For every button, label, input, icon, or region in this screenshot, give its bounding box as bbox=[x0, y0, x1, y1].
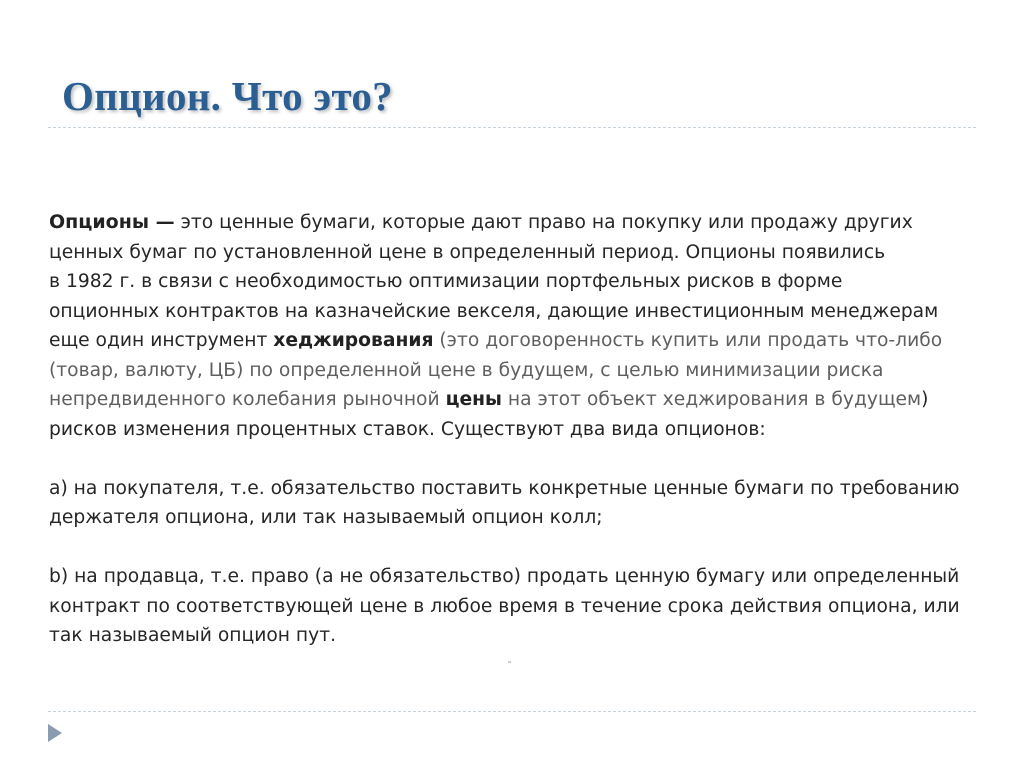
definition-line-2: ценных бумаг по установленной цене в определенный период. Опционы появились bbox=[49, 241, 886, 263]
item-b-line-2: контракт по соответствующей цене в любое время в течение срока действия опциона, или bbox=[49, 595, 960, 617]
triangle-right-icon bbox=[48, 724, 62, 742]
definition-line-3: в 1982 г. в связи с необходимостью оптимизации портфельных рисков в форме bbox=[49, 271, 843, 292]
definition-line-7: непредвиденного колебания рыночной цены на этот объект хеджирования в будущем) bbox=[49, 389, 929, 410]
item-a-line-2: держателя опциона, или так называемый опцион колл; bbox=[49, 507, 603, 528]
definition-line-8: рисков изменения процентных ставок. Существуют два вида опционов: bbox=[49, 418, 766, 440]
slide-title: Опцион. Что это? bbox=[62, 73, 393, 119]
spacer bbox=[49, 444, 989, 474]
top-divider bbox=[48, 127, 976, 128]
stray-mark: ˜ bbox=[507, 661, 512, 672]
bottom-divider bbox=[48, 711, 976, 712]
definition-line-5: еще один инструмент хеджирования (это договоренность купить или продать что-либо bbox=[49, 330, 943, 351]
slide-body bbox=[49, 208, 989, 651]
term-options: Опционы — bbox=[49, 211, 175, 233]
term-price: цены bbox=[445, 389, 502, 410]
spacer bbox=[49, 533, 989, 563]
definition-line-4: опционных контрактов на казначейские векселя, дающие инвестиционным менеджерам bbox=[49, 300, 939, 322]
item-a-line-1: а) на покупателя, т.е. обязательство поставить конкретные ценные бумаги по требованию bbox=[49, 477, 960, 499]
item-b-line-1: b) на продавца, т.е. право (а не обязательство) продать ценную бумагу или определенный bbox=[49, 566, 960, 587]
item-b-line-3: так называемый опцион пут. bbox=[49, 625, 337, 646]
term-hedging: хеджирования bbox=[273, 330, 434, 351]
definition-line-1: Опционы — это ценные бумаги, которые дают право на покупку или продажу других bbox=[49, 211, 913, 233]
definition-line-6: (товар, валюту, ЦБ) по определенной цене в будущем, с целью минимизации риска bbox=[49, 359, 884, 381]
